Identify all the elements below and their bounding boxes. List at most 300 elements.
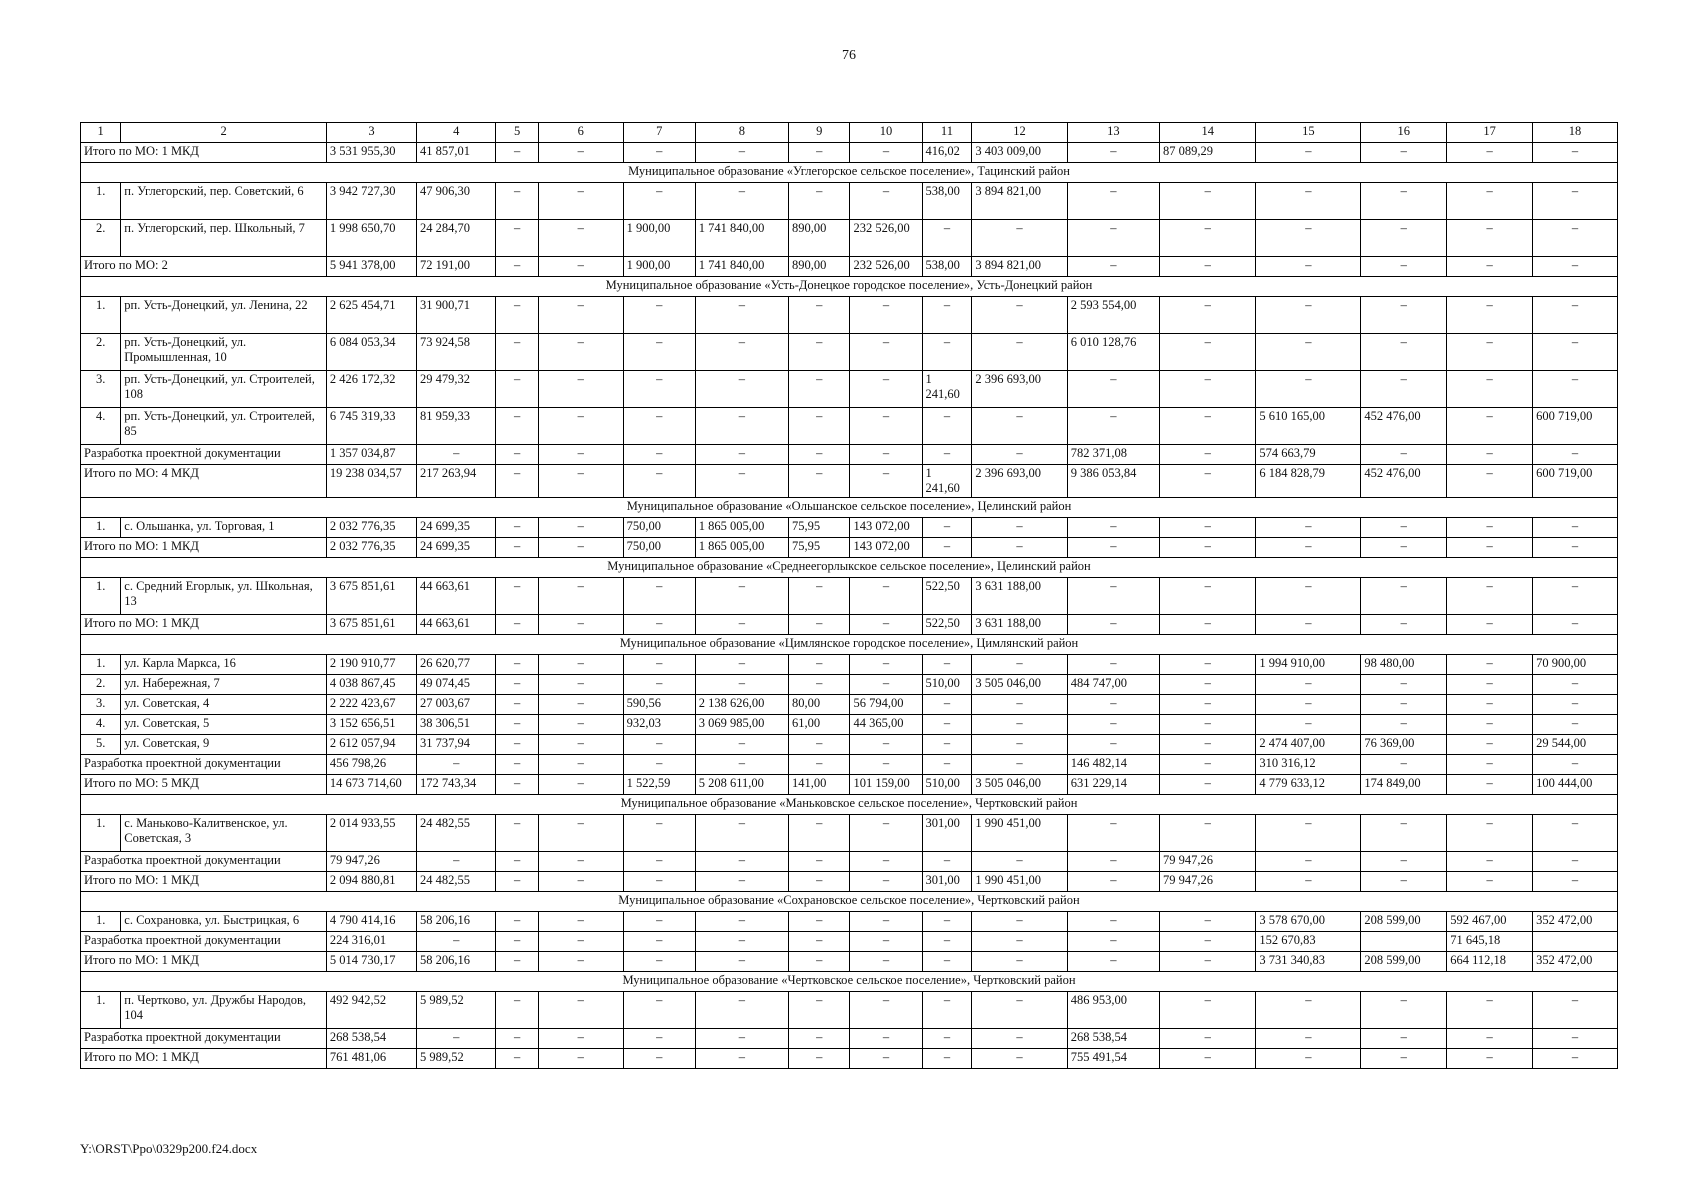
value-cell: 755 491,54 — [1067, 1049, 1159, 1069]
value-cell: 49 074,45 — [416, 675, 495, 695]
value-cell: – — [922, 518, 972, 538]
value-cell: 61,00 — [789, 715, 850, 735]
value-cell: – — [496, 257, 538, 277]
value-cell: – — [1159, 695, 1255, 715]
value-cell: 600 719,00 — [1533, 465, 1618, 498]
value-cell: – — [972, 655, 1067, 675]
row-index: 1. — [81, 992, 121, 1029]
value-cell: – — [1159, 445, 1255, 465]
value-cell: – — [695, 912, 788, 932]
value-cell: – — [789, 655, 850, 675]
value-cell: – — [1447, 371, 1533, 408]
value-cell: – — [623, 952, 695, 972]
value-cell: 3 578 670,00 — [1256, 912, 1361, 932]
value-cell: 2 612 057,94 — [326, 735, 416, 755]
value-cell: – — [1256, 371, 1361, 408]
value-cell: – — [1256, 992, 1361, 1029]
address-cell: с. Маньково-Калитвенское, ул. Советская, 3 — [121, 815, 327, 852]
value-cell: 5 989,52 — [416, 992, 495, 1029]
value-cell: 4 038 867,45 — [326, 675, 416, 695]
value-cell: 3 403 009,00 — [972, 143, 1067, 163]
value-cell: – — [538, 675, 623, 695]
value-cell: – — [922, 297, 972, 334]
value-cell: – — [1256, 538, 1361, 558]
value-cell: 29 479,32 — [416, 371, 495, 408]
value-cell: – — [623, 735, 695, 755]
table-row — [81, 371, 1618, 408]
address-cell: с. Сохрановка, ул. Быстрицкая, 6 — [121, 912, 327, 932]
value-cell: 416,02 — [922, 143, 972, 163]
value-cell: – — [623, 578, 695, 615]
value-cell: – — [972, 992, 1067, 1029]
value-cell: – — [1447, 257, 1533, 277]
value-cell: 456 798,26 — [326, 755, 416, 775]
address-cell: рп. Усть-Донецкий, ул. Строителей, 85 — [121, 408, 327, 445]
value-cell: 3 675 851,61 — [326, 578, 416, 615]
value-cell: 3 942 727,30 — [326, 183, 416, 220]
value-cell: 24 482,55 — [416, 872, 495, 892]
value-cell: 3 505 046,00 — [972, 675, 1067, 695]
value-cell: 2 032 776,35 — [326, 518, 416, 538]
value-cell: – — [496, 1029, 538, 1049]
value-cell: 2 426 172,32 — [326, 371, 416, 408]
value-cell: – — [623, 371, 695, 408]
table-row — [81, 675, 1618, 695]
value-cell: – — [538, 715, 623, 735]
row-index: 3. — [81, 371, 121, 408]
value-cell: – — [1447, 852, 1533, 872]
value-cell: – — [538, 408, 623, 445]
value-cell: – — [695, 872, 788, 892]
value-cell: 208 599,00 — [1361, 952, 1447, 972]
value-cell: – — [1361, 675, 1447, 695]
column-number: 13 — [1067, 123, 1159, 143]
address-cell: рп. Усть-Донецкий, ул. Ленина, 22 — [121, 297, 327, 334]
value-cell: – — [1447, 465, 1533, 498]
value-cell: 87 089,29 — [1159, 143, 1255, 163]
value-cell: 79 947,26 — [326, 852, 416, 872]
value-cell: 24 482,55 — [416, 815, 495, 852]
value-cell: – — [1256, 1049, 1361, 1069]
value-cell: – — [695, 675, 788, 695]
value-cell: – — [496, 518, 538, 538]
value-cell: – — [1533, 143, 1618, 163]
value-cell: 47 906,30 — [416, 183, 495, 220]
value-cell: – — [850, 815, 922, 852]
value-cell: – — [972, 735, 1067, 755]
value-cell: – — [972, 715, 1067, 735]
table-row — [81, 735, 1618, 755]
address-cell: п. Чертково, ул. Дружбы Народов, 104 — [121, 992, 327, 1029]
value-cell: 2 222 423,67 — [326, 695, 416, 715]
value-cell: – — [1447, 755, 1533, 775]
value-cell: – — [850, 297, 922, 334]
value-cell: – — [789, 183, 850, 220]
value-cell: – — [695, 143, 788, 163]
value-cell: 2 032 776,35 — [326, 538, 416, 558]
value-cell: – — [496, 297, 538, 334]
column-number: 14 — [1159, 123, 1255, 143]
value-cell: – — [1361, 518, 1447, 538]
value-cell: – — [789, 1029, 850, 1049]
value-cell: – — [695, 408, 788, 445]
value-cell: – — [695, 1029, 788, 1049]
value-cell: – — [1256, 675, 1361, 695]
value-cell: – — [695, 735, 788, 755]
value-cell: – — [1256, 695, 1361, 715]
value-cell: – — [538, 538, 623, 558]
value-cell: – — [850, 872, 922, 892]
value-cell: – — [972, 755, 1067, 775]
row-index: 2. — [81, 220, 121, 257]
value-cell: – — [1067, 143, 1159, 163]
column-number: 18 — [1533, 123, 1618, 143]
value-cell: – — [1361, 695, 1447, 715]
value-cell: – — [1361, 1029, 1447, 1049]
value-cell: – — [789, 755, 850, 775]
value-cell: – — [695, 578, 788, 615]
value-cell: 3 152 656,51 — [326, 715, 416, 735]
value-cell: – — [1256, 715, 1361, 735]
value-cell: – — [695, 932, 788, 952]
value-cell: – — [496, 755, 538, 775]
value-cell: – — [1533, 715, 1618, 735]
value-cell: 152 670,83 — [1256, 932, 1361, 952]
column-number: 16 — [1361, 123, 1447, 143]
value-cell: – — [1067, 183, 1159, 220]
column-number: 5 — [496, 123, 538, 143]
value-cell: 782 371,08 — [1067, 445, 1159, 465]
value-cell: – — [1067, 538, 1159, 558]
value-cell: – — [922, 952, 972, 972]
value-cell: 1 357 034,87 — [326, 445, 416, 465]
value-cell: 2 396 693,00 — [972, 371, 1067, 408]
row-index: 1. — [81, 183, 121, 220]
value-cell: 143 072,00 — [850, 518, 922, 538]
total-row — [81, 257, 1618, 277]
total-row — [81, 538, 1618, 558]
value-cell: – — [623, 755, 695, 775]
row-index: 1. — [81, 578, 121, 615]
value-cell: – — [1533, 1029, 1618, 1049]
value-cell: – — [972, 518, 1067, 538]
row-label: Итого по МО: 1 МКД — [81, 615, 327, 635]
value-cell: – — [850, 755, 922, 775]
value-cell: 172 743,34 — [416, 775, 495, 795]
value-cell: – — [1256, 143, 1361, 163]
value-cell: 100 444,00 — [1533, 775, 1618, 795]
value-cell: – — [416, 445, 495, 465]
section-heading: Муниципальное образование «Маньковское сельское поселение», Чертковский район — [81, 795, 1618, 815]
value-cell: 73 924,58 — [416, 334, 495, 371]
value-cell: – — [538, 465, 623, 498]
value-cell: – — [1159, 992, 1255, 1029]
value-cell: 6 745 319,33 — [326, 408, 416, 445]
value-cell: 486 953,00 — [1067, 992, 1159, 1029]
value-cell: 1 522,59 — [623, 775, 695, 795]
value-cell: – — [1256, 1029, 1361, 1049]
value-cell: 890,00 — [789, 220, 850, 257]
section-heading-row — [81, 892, 1618, 912]
value-cell: 29 544,00 — [1533, 735, 1618, 755]
value-cell: 1 998 650,70 — [326, 220, 416, 257]
value-cell: – — [922, 334, 972, 371]
value-cell: 522,50 — [922, 615, 972, 635]
value-cell: 19 238 034,57 — [326, 465, 416, 498]
value-cell: – — [1067, 615, 1159, 635]
value-cell: – — [1533, 371, 1618, 408]
value-cell: – — [972, 408, 1067, 445]
value-cell: 44 365,00 — [850, 715, 922, 735]
value-cell: – — [623, 655, 695, 675]
value-cell: – — [850, 465, 922, 498]
row-index: 1. — [81, 297, 121, 334]
value-cell: – — [1361, 371, 1447, 408]
value-cell: – — [416, 755, 495, 775]
value-cell: – — [789, 852, 850, 872]
value-cell: – — [1533, 615, 1618, 635]
row-index: 5. — [81, 735, 121, 755]
row-index: 1. — [81, 655, 121, 675]
column-number: 3 — [326, 123, 416, 143]
value-cell: – — [496, 578, 538, 615]
value-cell: 79 947,26 — [1159, 852, 1255, 872]
value-cell: – — [496, 334, 538, 371]
section-heading-row — [81, 277, 1618, 297]
value-cell: – — [1533, 992, 1618, 1029]
value-cell: – — [922, 538, 972, 558]
value-cell: – — [1159, 465, 1255, 498]
value-cell: – — [850, 578, 922, 615]
value-cell: – — [1159, 952, 1255, 972]
value-cell: 14 673 714,60 — [326, 775, 416, 795]
value-cell: 24 699,35 — [416, 518, 495, 538]
value-cell: – — [1447, 715, 1533, 735]
value-cell: – — [972, 297, 1067, 334]
value-cell: – — [1159, 1049, 1255, 1069]
value-cell: – — [695, 334, 788, 371]
value-cell: – — [623, 932, 695, 952]
address-cell: ул. Набережная, 7 — [121, 675, 327, 695]
value-cell: 6 010 128,76 — [1067, 334, 1159, 371]
value-cell: 310 316,12 — [1256, 755, 1361, 775]
value-cell: 750,00 — [623, 518, 695, 538]
total-row — [81, 1049, 1618, 1069]
row-index: 3. — [81, 695, 121, 715]
column-number: 7 — [623, 123, 695, 143]
value-cell: – — [1447, 578, 1533, 615]
row-index: 4. — [81, 715, 121, 735]
value-cell: 2 593 554,00 — [1067, 297, 1159, 334]
value-cell: – — [1447, 183, 1533, 220]
value-cell: – — [789, 408, 850, 445]
address-cell: рп. Усть-Донецкий, ул. Промышленная, 10 — [121, 334, 327, 371]
value-cell: – — [496, 932, 538, 952]
value-cell: 44 663,61 — [416, 615, 495, 635]
value-cell: – — [850, 183, 922, 220]
value-cell: 510,00 — [922, 775, 972, 795]
column-number: 12 — [972, 123, 1067, 143]
section-heading-row — [81, 163, 1618, 183]
value-cell: – — [850, 1049, 922, 1069]
value-cell: 3 631 188,00 — [972, 578, 1067, 615]
value-cell: – — [972, 952, 1067, 972]
value-cell: 41 857,01 — [416, 143, 495, 163]
value-cell: – — [1361, 715, 1447, 735]
value-cell: – — [1067, 952, 1159, 972]
value-cell: 452 476,00 — [1361, 408, 1447, 445]
value-cell: 81 959,33 — [416, 408, 495, 445]
value-cell: – — [850, 371, 922, 408]
value-cell: – — [1533, 852, 1618, 872]
value-cell: – — [1256, 852, 1361, 872]
value-cell: – — [1067, 695, 1159, 715]
value-cell — [1533, 932, 1618, 952]
value-cell: 452 476,00 — [1361, 465, 1447, 498]
column-number: 8 — [695, 123, 788, 143]
value-cell: 3 531 955,30 — [326, 143, 416, 163]
value-cell: – — [922, 1049, 972, 1069]
value-cell: 890,00 — [789, 257, 850, 277]
value-cell: – — [623, 815, 695, 852]
value-cell: – — [850, 445, 922, 465]
value-cell: – — [789, 615, 850, 635]
value-cell: – — [922, 735, 972, 755]
value-cell: – — [623, 408, 695, 445]
value-cell: 3 894 821,00 — [972, 257, 1067, 277]
value-cell: – — [972, 932, 1067, 952]
value-cell: – — [922, 852, 972, 872]
page-number: 76 — [842, 48, 856, 63]
value-cell: – — [850, 735, 922, 755]
value-cell: 224 316,01 — [326, 932, 416, 952]
value-cell: – — [416, 932, 495, 952]
value-cell: – — [416, 1029, 495, 1049]
value-cell: 174 849,00 — [1361, 775, 1447, 795]
value-cell: – — [1447, 143, 1533, 163]
value-cell: – — [538, 445, 623, 465]
value-cell: – — [1067, 518, 1159, 538]
value-cell: 31 900,71 — [416, 297, 495, 334]
value-cell: – — [1361, 220, 1447, 257]
value-cell: 492 942,52 — [326, 992, 416, 1029]
value-cell: – — [623, 183, 695, 220]
total-row — [81, 952, 1618, 972]
value-cell: – — [789, 297, 850, 334]
value-cell: – — [623, 912, 695, 932]
total-row — [81, 775, 1618, 795]
value-cell: – — [972, 334, 1067, 371]
value-cell: – — [1533, 445, 1618, 465]
value-cell: – — [1447, 1049, 1533, 1069]
value-cell: – — [1159, 334, 1255, 371]
value-cell: – — [1361, 445, 1447, 465]
value-cell: 1 994 910,00 — [1256, 655, 1361, 675]
section-heading-row — [81, 795, 1618, 815]
value-cell: 5 941 378,00 — [326, 257, 416, 277]
value-cell: – — [695, 465, 788, 498]
value-cell: – — [496, 615, 538, 635]
value-cell: – — [972, 912, 1067, 932]
section-heading: Муниципальное образование «Сохрановское сельское поселение», Чертковский район — [81, 892, 1618, 912]
row-index: 1. — [81, 815, 121, 852]
value-cell: – — [695, 952, 788, 972]
value-cell: – — [623, 297, 695, 334]
total-row — [81, 872, 1618, 892]
row-label: Итого по МО: 1 МКД — [81, 952, 327, 972]
value-cell: – — [1533, 872, 1618, 892]
section-heading: Муниципальное образование «Ольшанское сельское поселение», Целинский район — [81, 498, 1618, 518]
column-number: 9 — [789, 123, 850, 143]
value-cell: – — [1447, 445, 1533, 465]
value-cell: – — [538, 755, 623, 775]
value-cell: – — [1447, 615, 1533, 635]
value-cell: – — [538, 518, 623, 538]
table-row — [81, 297, 1618, 334]
value-cell: 31 737,94 — [416, 735, 495, 755]
value-cell: – — [1159, 1029, 1255, 1049]
value-cell: 1 990 451,00 — [972, 815, 1067, 852]
section-heading-row — [81, 635, 1618, 655]
row-label: Разработка проектной документации — [81, 445, 327, 465]
value-cell: 750,00 — [623, 538, 695, 558]
value-cell: 1 900,00 — [623, 257, 695, 277]
value-cell: 101 159,00 — [850, 775, 922, 795]
value-cell: – — [1067, 655, 1159, 675]
value-cell: 484 747,00 — [1067, 675, 1159, 695]
value-cell: – — [1447, 408, 1533, 445]
value-cell: – — [538, 220, 623, 257]
total-row — [81, 465, 1618, 498]
table-row — [81, 912, 1618, 932]
value-cell: – — [1067, 852, 1159, 872]
value-cell: 80,00 — [789, 695, 850, 715]
value-cell: – — [538, 578, 623, 615]
section-heading: Муниципальное образование «Среднеегорлыкское сельское поселение», Целинский район — [81, 558, 1618, 578]
repair-program-table — [80, 122, 1618, 1069]
value-cell: 3 505 046,00 — [972, 775, 1067, 795]
value-cell: 592 467,00 — [1447, 912, 1533, 932]
value-cell: 70 900,00 — [1533, 655, 1618, 675]
column-number: 15 — [1256, 123, 1361, 143]
address-cell: ул. Советская, 9 — [121, 735, 327, 755]
value-cell: 232 526,00 — [850, 257, 922, 277]
value-cell: – — [789, 445, 850, 465]
row-label: Итого по МО: 1 МКД — [81, 1049, 327, 1069]
value-cell: – — [850, 852, 922, 872]
total-row — [81, 852, 1618, 872]
value-cell: 631 229,14 — [1067, 775, 1159, 795]
value-cell: – — [538, 952, 623, 972]
value-cell: 2 094 880,81 — [326, 872, 416, 892]
value-cell: – — [850, 1029, 922, 1049]
value-cell: – — [496, 952, 538, 972]
value-cell: – — [1067, 912, 1159, 932]
value-cell: 3 069 985,00 — [695, 715, 788, 735]
value-cell: 4 779 633,12 — [1256, 775, 1361, 795]
value-cell: – — [1159, 220, 1255, 257]
row-index: 2. — [81, 334, 121, 371]
value-cell: – — [1159, 578, 1255, 615]
value-cell: – — [850, 334, 922, 371]
row-label: Разработка проектной документации — [81, 755, 327, 775]
row-index: 1. — [81, 518, 121, 538]
value-cell: – — [1067, 715, 1159, 735]
value-cell: 5 610 165,00 — [1256, 408, 1361, 445]
value-cell: – — [1159, 297, 1255, 334]
value-cell: – — [1447, 872, 1533, 892]
value-cell: – — [538, 872, 623, 892]
